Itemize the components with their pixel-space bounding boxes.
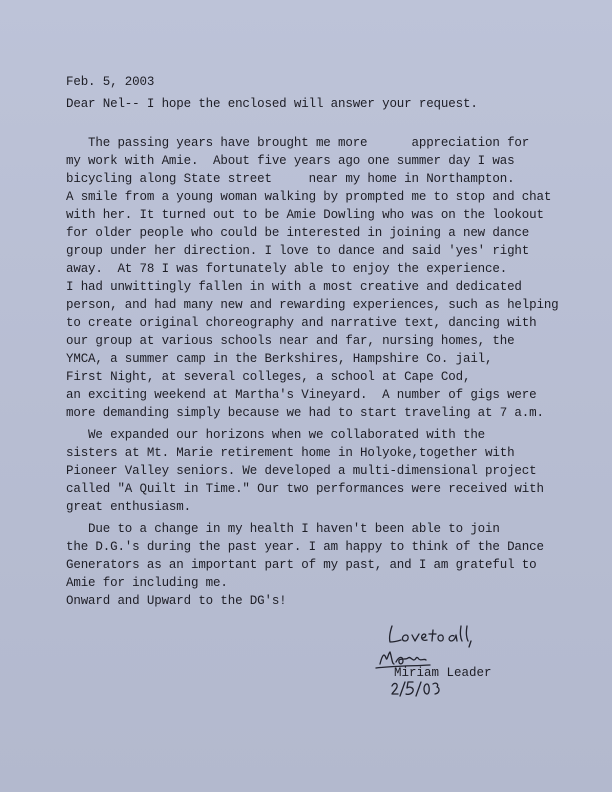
- handwritten-date-stroke: [392, 683, 398, 694]
- handwritten-signature: [372, 622, 522, 702]
- handwritten-closing-stroke: [429, 630, 436, 641]
- paragraph-1-line: bicycling along State street near my home in Northampton.: [66, 172, 515, 186]
- paragraph-1-line: for older people who could be interested in joining a new dance: [66, 226, 530, 240]
- handwritten-date-stroke: [424, 684, 429, 694]
- paragraph-2-line: sisters at Mt. Marie retirement home in Holyoke,together with: [66, 446, 515, 460]
- handwritten-closing-stroke: [460, 626, 462, 641]
- paragraph-1-line: away. At 78 I was fortunately able to enjoy the experience.: [66, 262, 508, 276]
- paragraph-2-line: Pioneer Valley seniors. We developed a multi-dimensional project: [66, 464, 537, 478]
- paragraph-1-line: The passing years have brought me more appreciation for: [66, 136, 530, 150]
- paragraph-1-line: with her. It turned out to be Amie Dowling who was on the lookout: [66, 208, 544, 222]
- salutation: Dear Nel-- I hope the enclosed will answer your request.: [66, 97, 478, 111]
- handwritten-date-stroke: [433, 683, 439, 694]
- handwritten-closing-stroke: [422, 634, 427, 640]
- handwritten-closing-stroke: [466, 626, 468, 641]
- handwritten-closing-stroke: [412, 634, 419, 641]
- paragraph-1-line: person, and had many new and rewarding experiences, such as helping: [66, 298, 559, 312]
- paragraph-2-line: great enthusiasm.: [66, 500, 191, 514]
- handwritten-closing-stroke: [402, 635, 408, 641]
- paragraph-1-line: YMCA, a summer camp in the Berkshires, Hampshire Co. jail,: [66, 352, 493, 366]
- paragraph-2-line: called "A Quilt in Time." Our two performances were received with: [66, 482, 544, 496]
- handwritten-closing-stroke: [449, 635, 457, 641]
- signature-stroke: [396, 657, 426, 664]
- paragraph-1-line: my work with Amie. About five years ago one summer day I was: [66, 154, 515, 168]
- handwritten-date-stroke: [406, 682, 413, 694]
- paragraph-1-line: First Night, at several colleges, a school at Cape Cod,: [66, 370, 471, 384]
- paragraph-1-line: A smile from a young woman walking by prompted me to stop and chat: [66, 190, 552, 204]
- paragraph-2-line: We expanded our horizons when we collaborated with the: [66, 428, 486, 442]
- handwritten-closing-stroke: [469, 641, 471, 647]
- handwritten-closing-stroke: [438, 635, 443, 641]
- paragraph-1-line: I had unwittingly fallen in with a most creative and dedicated: [66, 280, 522, 294]
- paragraph-1-line: more demanding simply because we had to start traveling at 7 a.m.: [66, 406, 544, 420]
- paragraph-3-line: Onward and Upward to the DG's!: [66, 594, 287, 608]
- signature-block: [372, 622, 522, 702]
- handwritten-date-stroke: [416, 682, 421, 696]
- handwritten-date-stroke: [400, 682, 405, 696]
- letter-date: Feb. 5, 2003: [66, 75, 155, 89]
- handwritten-closing-stroke: [390, 626, 401, 642]
- paragraph-1-line: to create original choreography and narrative text, dancing with: [66, 316, 537, 330]
- paragraph-1-line: group under her direction. I love to dance and said 'yes' right: [66, 244, 530, 258]
- paragraph-1-line: our group at various schools near and far, nursing homes, the: [66, 334, 515, 348]
- paragraph-3-line: Amie for including me.: [66, 576, 228, 590]
- typed-name: Miriam Leader: [394, 666, 492, 680]
- signature-stroke: [380, 652, 394, 664]
- paragraph-3-line: Due to a change in my health I haven't been able to join: [66, 522, 500, 536]
- paragraph-3-line: the D.G.'s during the past year. I am happy to think of the Dance: [66, 540, 544, 554]
- paragraph-1-line: an exciting weekend at Martha's Vineyard. A number of gigs were: [66, 388, 537, 402]
- paragraph-3-line: Generators as an important part of my past, and I am grateful to: [66, 558, 537, 572]
